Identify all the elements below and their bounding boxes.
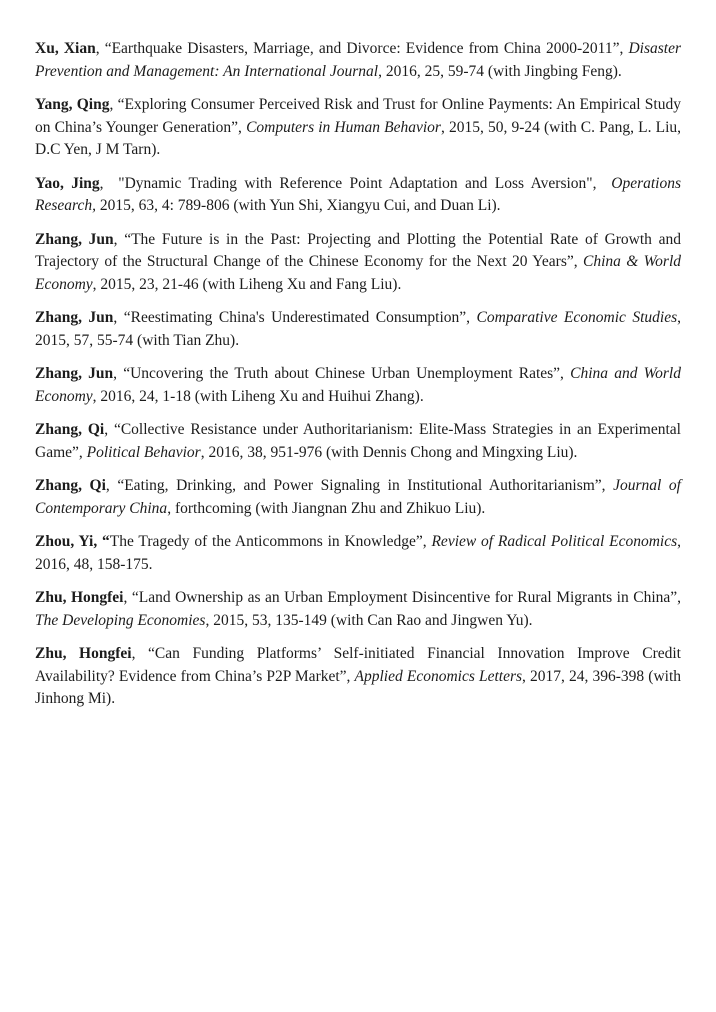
publication-text-run: China and World Economy: [35, 365, 681, 405]
publication-text-run: 2015, 63, 4: 789-806 (with Yun Shi, Xiangyu Cui, and Duan Li).: [95, 197, 501, 214]
publication-text-run: , “Can Funding Platforms’ Self-initiated Financial Innovation Improve Credit Availability? Evidence from China’s P2P Market”,: [35, 645, 681, 685]
publication-text-run: , “Collective Resistance under Authoritarianism: Elite-Mass Strategies in an Experimental Game”,: [35, 421, 681, 461]
publication-text-run: , “Uncovering the Truth about Chinese Urban Unemployment Rates”,: [113, 365, 571, 382]
publication-text-run: Zhang, Jun: [35, 230, 114, 248]
publication-text-run: Zhu, Hongfei: [35, 645, 132, 662]
publication-text-run: Zhang, Qi: [35, 477, 106, 494]
publication-text-run: , 2016, 25, 59-74 (with Jingbing Feng).: [378, 62, 622, 80]
publication-entry: [35, 643, 681, 711]
publication-entry: [35, 587, 681, 632]
publication-text-run: , 2015, 23, 21-46 (with Liheng Xu and Fang Liu).: [92, 275, 402, 293]
publication-entry: [35, 363, 681, 408]
publication-text-run: Xu, Xian: [35, 40, 96, 57]
publication-text-run: Computers in Human Behavior: [246, 118, 441, 136]
publication-text-run: , forthcoming (with Jiangnan Zhu and Zhikuo Liu).: [167, 499, 486, 517]
publication-text-run: Zhou, Yi, “: [35, 533, 110, 550]
publication-text-run: The Tragedy of the Anticommons in Knowledge”,: [109, 533, 432, 550]
publication-entry: [35, 38, 681, 83]
publication-text-run: Zhu, Hongfei: [35, 589, 124, 606]
publication-entry: [35, 475, 681, 520]
publication-text-run: , 2017, 24, 396-398 (with Jinhong Mi).: [35, 667, 681, 707]
publication-text-run: , 2016, 38, 951-976 (with Dennis Chong and Mingxing Liu).: [200, 443, 578, 461]
publication-text-run: , "Dynamic Trading with Reference Point Adaptation and Loss Aversion",: [99, 174, 612, 192]
publication-text-run: Zhang, Jun: [35, 309, 114, 326]
publication-text-run: China & World Economy: [35, 253, 682, 293]
publication-text-run: , 2015, 50, 9-24 (with C. Pang, L. Liu, D.C Yen, J M Tarn).: [35, 118, 681, 158]
publication-text-run: Applied Economics Letters: [354, 667, 523, 685]
publication-text-run: , “Reestimating China's Underestimated Consumption”,: [113, 309, 477, 326]
publication-text-run: Political Behavior: [86, 443, 201, 461]
publication-text-run: , 2015, 57, 55-74 (with Tian Zhu).: [35, 309, 681, 349]
publication-text-run: Yao, Jing: [35, 174, 100, 192]
publication-text-run: , “Earthquake Disasters, Marriage, and Divorce: Evidence from China 2000-2011”,: [95, 40, 629, 57]
publication-text-run: , “Land Ownership as an Urban Employment Disincentive for Rural Migrants in China”,: [123, 589, 682, 606]
publication-text-run: , “Exploring Consumer Perceived Risk and Trust for Online Payments: An Empirical Study on China’s Younger Generation”,: [35, 96, 681, 136]
publication-text-run: Comparative Economic Studies: [476, 309, 678, 326]
publication-entry: [35, 419, 681, 464]
publication-text-run: Operations Research,: [35, 174, 681, 214]
publication-text-run: , 2016, 48, 158-175.: [35, 533, 681, 573]
publication-entry: [35, 229, 681, 297]
publication-text-run: , 2015, 53, 135-149 (with Can Rao and Jingwen Yu).: [205, 611, 533, 629]
publication-text-run: , “The Future is in the Past: Projecting and Plotting the Potential Rate of Growth and Trajectory of the Structural Change of the Chinese Economy for the Next 20 Years”,: [35, 230, 681, 270]
publication-text-run: The Developing Economies: [35, 611, 206, 629]
publication-text-run: Journal of Contemporary China: [35, 477, 681, 517]
publication-text-run: Zhang, Qi: [35, 421, 105, 438]
publication-text-run: Review of Radical Political Economics: [431, 533, 678, 550]
publication-entry: [35, 173, 681, 218]
publication-text-run: , “Eating, Drinking, and Power Signaling in Institutional Authoritarianism”,: [105, 477, 614, 494]
publication-entry: [35, 307, 681, 352]
publication-text-run: Disaster Prevention and Management: An International Journal: [35, 40, 682, 80]
publication-entry: [35, 94, 681, 162]
publication-text-run: , 2016, 24, 1-18 (with Liheng Xu and Huihui Zhang).: [92, 387, 424, 405]
publication-text-run: Yang, Qing: [35, 96, 110, 113]
publication-text-run: Zhang, Jun: [35, 365, 114, 382]
publication-entry: [35, 531, 681, 576]
